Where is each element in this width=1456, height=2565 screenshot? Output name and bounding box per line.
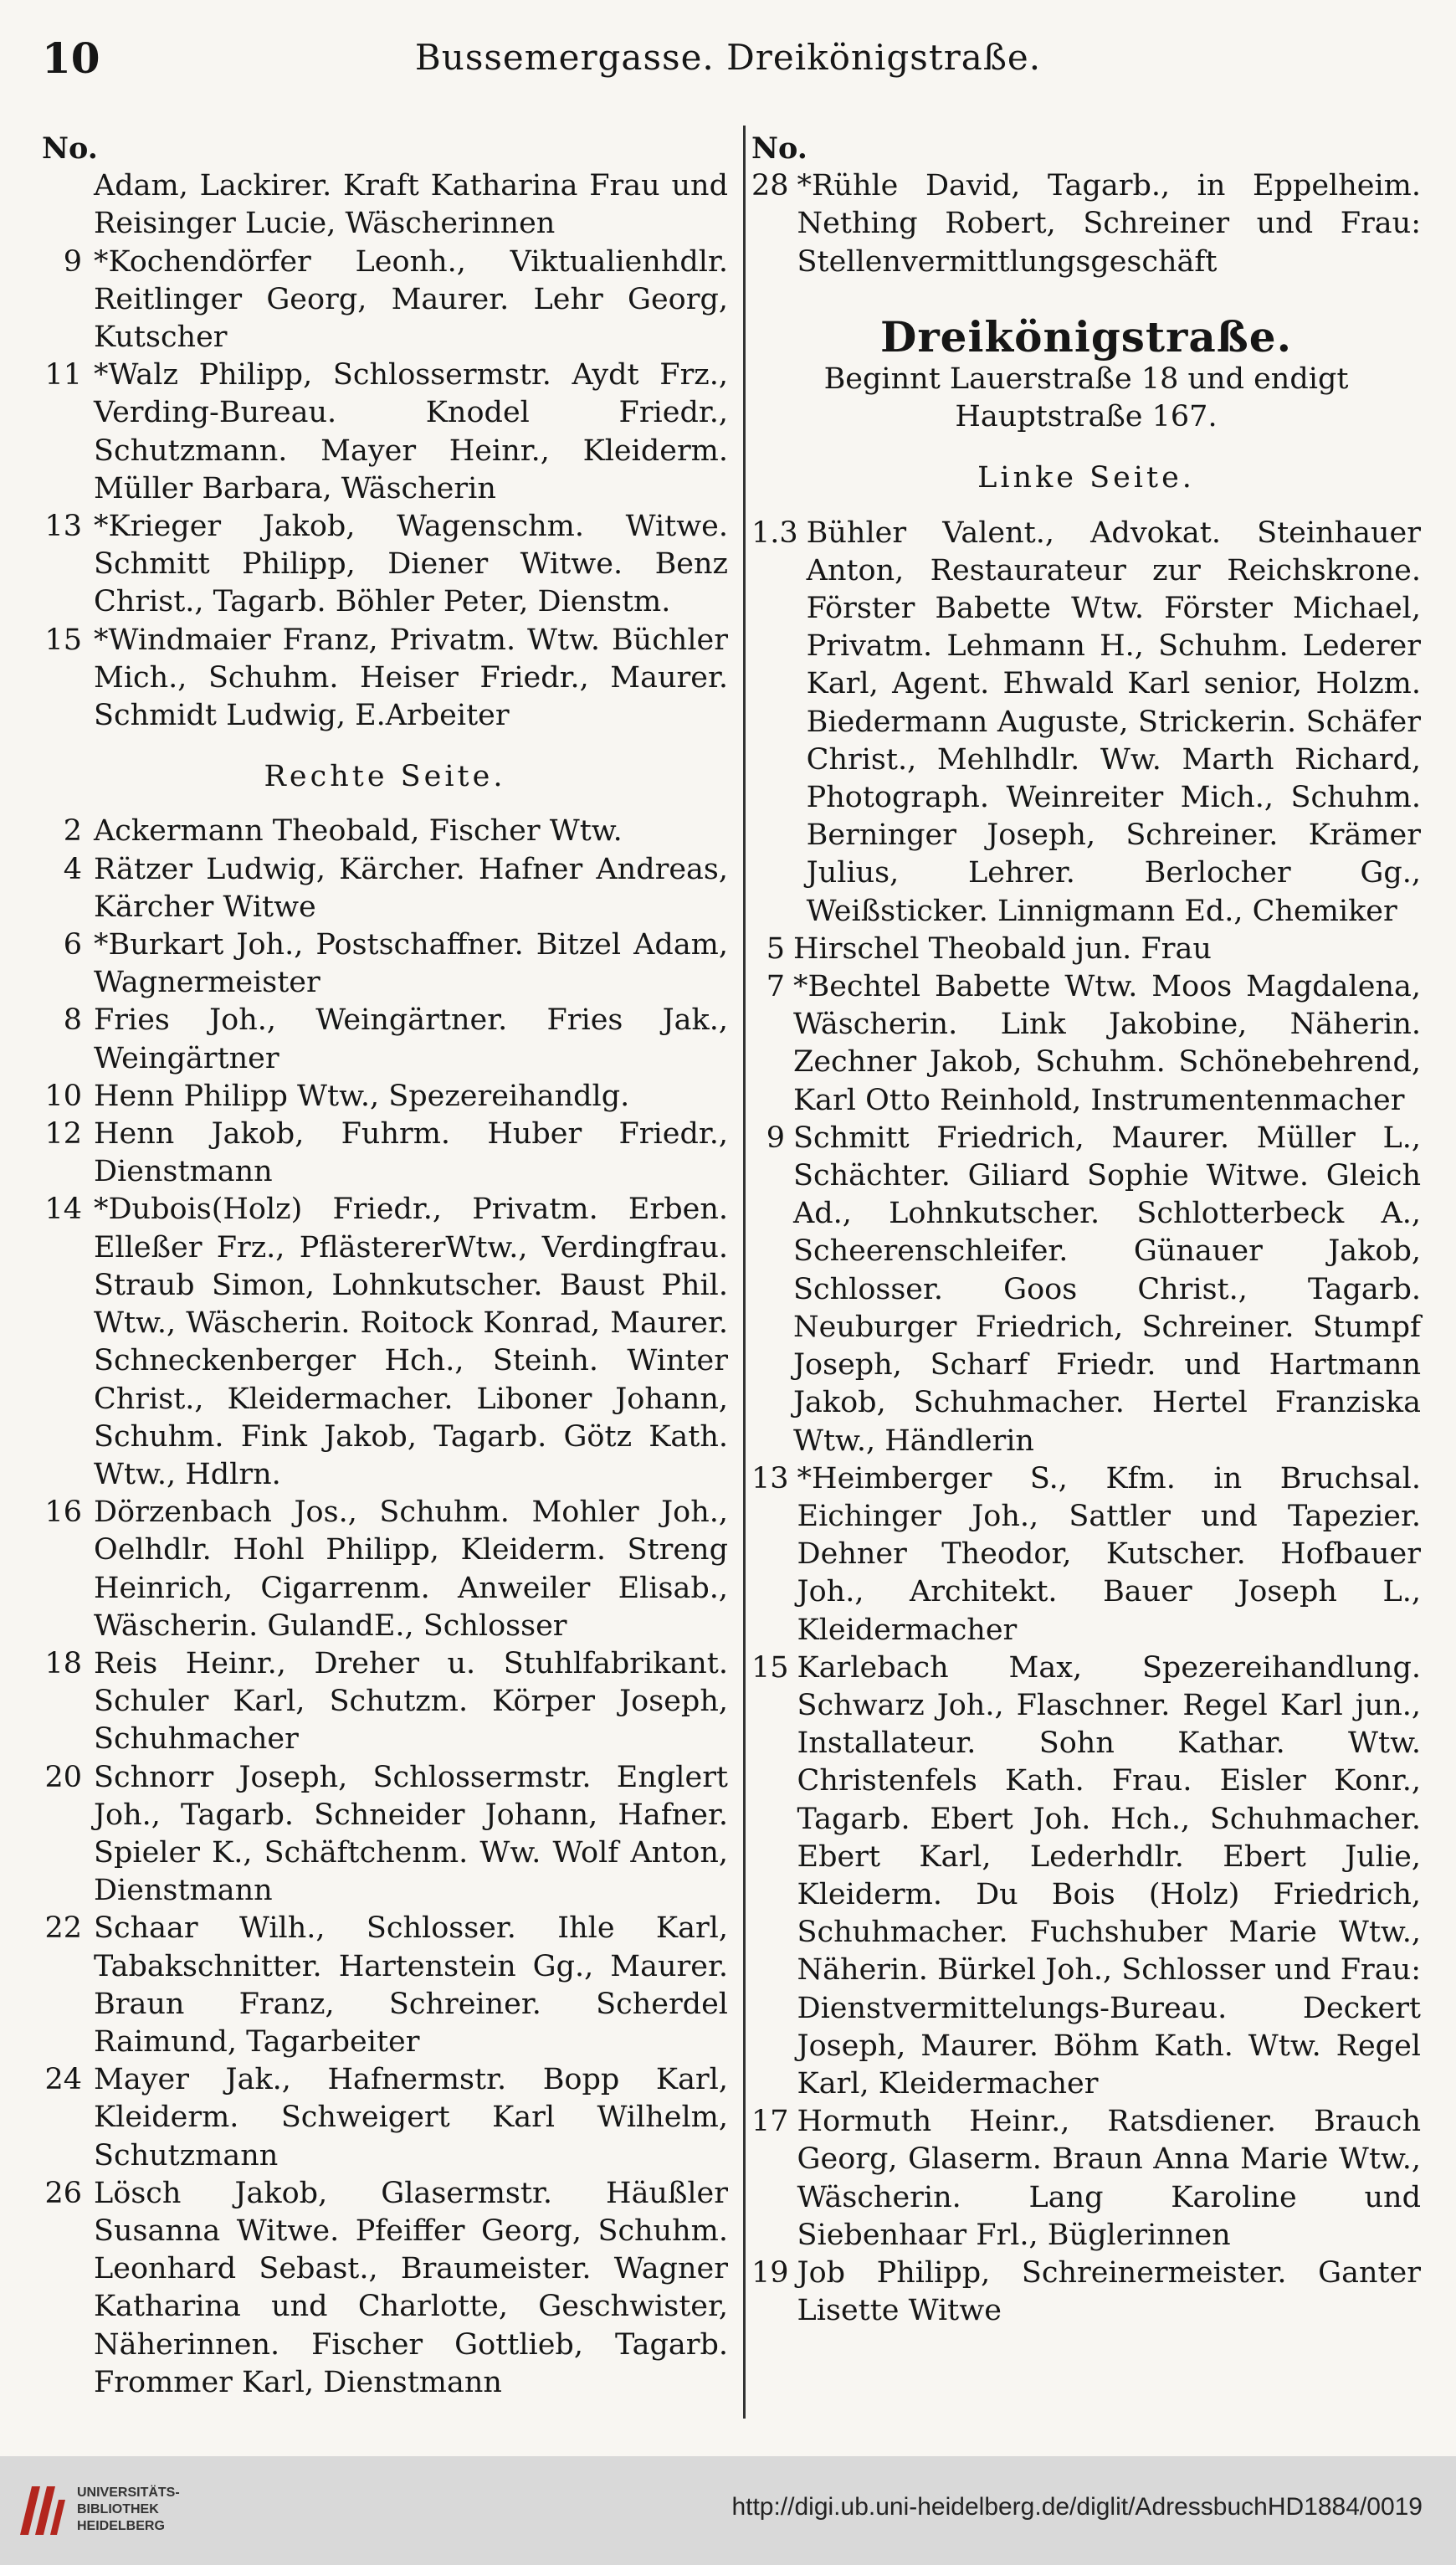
section-heading-rechte-seite: Rechte Seite. [264,760,506,794]
logo-text-line: UNIVERSITÄTS- [77,2485,180,2500]
entry-list-rechte-seite [42,813,728,2402]
street-description: Beginnt Lauerstraße 18 und endigt Hauptstraße 167. [823,362,1349,434]
address-entry [42,2061,728,2175]
street-title: Dreikönigstraße. [879,311,1292,362]
address-entry [42,813,728,850]
running-title: Bussemergasse. Dreikönigstraße. [414,37,1042,78]
column-divider [743,126,746,2419]
house-number: 13 [751,1461,789,1495]
no-label: No. [751,131,807,166]
house-number [42,167,94,243]
resident-list: Ackermann Theobald, Fischer Wtw. [94,814,623,849]
address-entry [42,2175,728,2402]
house-number: 12 [44,1117,82,1152]
resident-list: Schaar Wilh., Schlosser. Ihle Karl, Tabakschnitter. Hartenstein Gg., Maurer. Braun Franz, Schreiner. Scherdel Raimund, Tagarbeiter [94,1911,728,2059]
entry-list-linke-seite [751,515,1421,2331]
resident-list: Reis Heinr., Dreher u. Stuhlfabrikant. Schuler Karl, Schutzm. Körper Joseph, Schuhmacher [94,1646,728,1757]
resident-list: Henn Philipp Wtw., Spezereihandlg. [94,1079,630,1113]
address-entry [42,1191,728,1494]
resident-list: *Windmaier Franz, Privatm. Wtw. Büchler Mich., Schuhm. Heiser Friedr., Maurer. Schmidt Ludwig, E.Arbeiter [94,623,728,733]
address-entry [42,1002,728,1077]
house-number: 6 [63,928,82,962]
house-number: 20 [44,1760,82,1794]
entry-list [751,167,1421,281]
house-number: 2 [63,814,82,849]
resident-list: Mayer Jak., Hafnermstr. Bopp Karl, Kleiderm. Schweigert Karl Wilhelm, Schutzmann [94,2063,728,2173]
house-number: 26 [44,2176,82,2210]
house-number: 9 [766,1121,785,1155]
address-entry [751,931,1421,968]
house-number: 4 [63,852,82,886]
resident-list: Rätzer Ludwig, Kärcher. Hafner Andreas, Kärcher Witwe [94,852,728,924]
right-column [751,130,1421,2330]
address-entry [42,1759,728,1911]
resident-list: *Walz Philipp, Schlossermstr. Aydt Frz., Verding-Bureau. Knodel Friedr., Schutzmann. Mayer Heinr., Kleiderm. Müller Barbara, Wäscherin [94,358,728,505]
resident-list: Schnorr Joseph, Schlossermstr. Englert Joh., Tagarb. Schneider Johann, Hafner. Spieler K., Schäftchenm. Ww. Wolf Anton, Dienstmann [94,1760,728,1908]
house-number: 8 [63,1003,82,1038]
house-number: 22 [44,1911,82,1946]
library-logo-text [77,2485,180,2535]
house-number: 7 [766,970,785,1004]
address-entry [42,167,728,243]
resident-list: Lösch Jakob, Glasermstr. Häußler Susanna Witwe. Pfeiffer Georg, Schuhm. Leonhard Sebast., Braumeister. Wagner Katharina und Charlotte, Geschwister, Näherinnen. Fischer Gottlieb, Tagarb. Frommer Karl, Dienstmann [94,2176,728,2399]
resident-list: Bühler Valent., Advokat. Steinhauer Anton, Restaurateur zur Reichskrone. Förster Babette Wtw. Förster Michael, Privatm. Lehmann H., Schuhm. Lederer Karl, Agent. Ehwald Karl senior, Holzm. Biedermann Auguste, Strickerin. Schäfer Christ., Mehlhdlr. Ww. Marth Richard, Photograph. Weinreiter Mich., Schuhm. Berninger Joseph, Schreiner. Krämer Julius, Lehrer. Berlocher Gg., Weißsticker. Linnigmann Ed., Chemiker [806,516,1421,928]
viewer-footer [0,2456,1456,2565]
house-number: 16 [44,1495,82,1530]
address-entry [751,1460,1421,1649]
address-entry [42,508,728,622]
resident-list: *Krieger Jakob, Wagenschm. Witwe. Schmitt Philipp, Diener Witwe. Benz Christ., Tagarb. Böhler Peter, Dienstm. [94,510,728,619]
address-entry [42,851,728,926]
resident-list: *Burkart Joh., Postschaffner. Bitzel Adam, Wagnermeister [94,928,728,1000]
address-entry [42,1078,728,1116]
resident-list: Hormuth Heinr., Ratsdiener. Brauch Georg, Glaserm. Braun Anna Marie Wtw., Wäscherin. Lang Karoline und Siebenhaar Frl., Büglerinnen [797,2105,1421,2252]
house-number: 5 [766,931,785,966]
resident-list: Schmitt Friedrich, Maurer. Müller L., Schächter. Giliard Sophie Witwe. Gleich Ad., Lohnkutscher. Schlotterbeck A., Scheerenschleifer. Günauer Jakob, Schlosser. Goos Christ., Tagarb. Neuburger Friedrich, Schreiner. Stumpf Joseph, Scharf Friedr. und Hartmann Jakob, Schuhmacher. Hertel Franziska Wtw., Händlerin [793,1121,1421,1458]
address-entry [751,2103,1421,2255]
resident-list: *Rühle David, Tagarb., in Eppelheim. Nething Robert, Schreiner und Frau: Stellenvermittlungsgeschäft [797,169,1421,279]
house-number: 15 [44,623,82,657]
page-number: 10 [42,33,100,83]
house-number: 28 [751,169,789,203]
address-entry [751,1649,1421,2103]
address-entry [42,1494,728,1645]
resident-list: *Heimberger S., Kfm. in Bruchsal. Eichinger Joh., Sattler und Tapezier. Dehner Theodor, Kutscher. Hofbauer Joh., Architekt. Bauer Joseph L., Kleidermacher [797,1461,1421,1647]
permalink-url[interactable]: http://digi.ub.uni-heidelberg.de/diglit/AdressbuchHD1884/0019 [731,2493,1423,2521]
logo-text-line: BIBLIOTHEK [77,2502,159,2516]
address-entry [751,968,1421,1120]
resident-list: Job Philipp, Schreinermeister. Ganter Lisette Witwe [797,2255,1421,2328]
resident-list: Adam, Lackirer. Kraft Katharina Frau und Reisinger Lucie, Wäscherinnen [94,169,728,241]
address-entry [751,2255,1421,2330]
logo-text-line: HEIDELBERG [77,2519,165,2533]
resident-list: Fries Joh., Weingärtner. Fries Jak., Weingärtner [94,1003,728,1075]
library-logo-icon [15,2480,69,2540]
address-entry [751,167,1421,281]
house-number: 24 [44,2063,82,2097]
address-entry [42,926,728,1002]
resident-list: Henn Jakob, Fuhrm. Huber Friedr., Dienstmann [94,1117,728,1189]
resident-list: Dörzenbach Jos., Schuhm. Mohler Joh., Oelhdlr. Hohl Philipp, Kleiderm. Streng Heinrich, Cigarrenm. Anweiler Elisab., Wäscherin. GulandE., Schlosser [94,1495,728,1643]
house-number: 15 [751,1650,789,1685]
house-number: 11 [44,358,82,392]
house-number: 9 [63,244,82,279]
resident-list: *Kochendörfer Leonh., Viktualienhdlr. Reitlinger Georg, Maurer. Lehr Georg, Kutscher [94,244,728,355]
address-entry [751,1120,1421,1460]
left-column [42,130,728,2402]
section-heading-linke-seite: Linke Seite. [977,461,1195,495]
house-number: 13 [44,510,82,544]
address-entry [42,244,728,357]
address-entry [42,1116,728,1191]
address-entry [42,1910,728,2061]
no-label: No. [42,131,98,166]
house-number: 10 [44,1079,82,1113]
house-number: 17 [751,2105,789,2139]
house-number: 18 [44,1646,82,1680]
address-entry [751,515,1421,931]
resident-list: Karlebach Max, Spezereihandlung. Schwarz Joh., Flaschner. Regel Karl jun., Installateur. Sohn Kathar. Wtw. Christenfels Kath. Frau. Eisler Konr., Tagarb. Ebert Joh. Hch., Schuhmacher. Ebert Karl, Lederhdlr. Ebert Julie, Kleiderm. Du Bois (Holz) Friedrich, Schuhmacher. Fuchshuber Marie Wtw., Näherin. Bürkel Joh., Schlosser und Frau: Dienstvermittelungs-Bureau. Deckert Joseph, Maurer. Böhm Kath. Wtw. Regel Karl, Kleidermacher [797,1650,1421,2101]
address-entry [42,1645,728,1759]
resident-list: *Dubois(Holz) Friedr., Privatm. Erben. Elleßer Frz., PflästererWtw., Verdingfrau. Straub Simon, Lohnkutscher. Baust Phil. Wtw., Wäscherin. Roitock Konrad, Maurer. Schneckenberger Hch., Steinh. Winter Christ., Kleidermacher. Liboner Johann, Schuhm. Fink Jakob, Tagarb. Götz Kath. Wtw., Hdlrn. [94,1193,728,1491]
house-number: 14 [44,1193,82,1227]
address-entry [42,357,728,508]
address-entry [42,622,728,736]
resident-list: Hirschel Theobald jun. Frau [793,931,1212,966]
house-number: 19 [751,2255,789,2290]
entry-list [42,167,728,735]
resident-list: *Bechtel Babette Wtw. Moos Magdalena, Wäscherin. Link Jakobine, Näherin. Zechner Jakob, Schuhm. Schönebehrend, Karl Otto Reinhold, Instrumentenmacher [793,970,1421,1117]
house-number: 1.3 [751,516,798,550]
page-header [42,33,1414,92]
